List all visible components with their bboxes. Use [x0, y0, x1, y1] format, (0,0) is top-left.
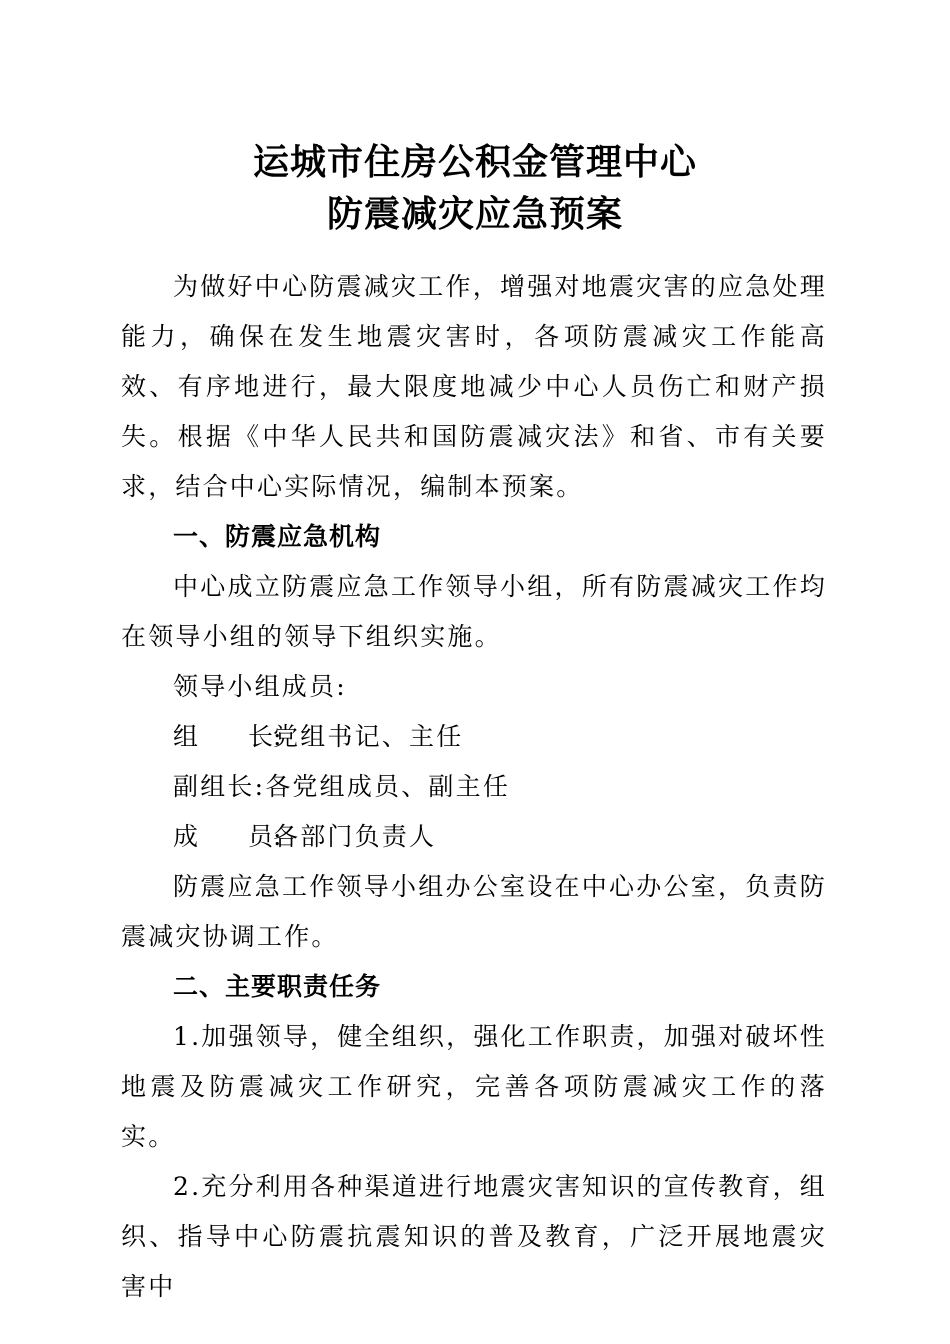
leader-value: 党组书记、主任: [273, 722, 464, 751]
intro-paragraph: 为做好中心防震减灾工作，增强对地震灾害的应急处理能力，确保在发生地震灾害时，各项防震减灾工作能高效、有序地进行，最大限度地减少中心人员伤亡和财产损失。根据《中华人民共和国防震减灾法》和省、市有关要求，结合中心实际情况，编制本预案。: [121, 272, 827, 501]
document-title-line1: 运城市住房公积金管理中心: [252, 141, 697, 183]
member-value: 各部门负责人: [273, 822, 437, 851]
document-body: [121, 262, 827, 1312]
section1-heading: 一、防震应急机构: [173, 522, 382, 551]
section1-paragraph: 中心成立防震应急工作领导小组，所有防震减灾工作均在领导小组的领导下组织实施。: [121, 572, 827, 651]
leader-label: 组 长:: [173, 722, 282, 751]
member-row: [121, 812, 827, 862]
office-paragraph: 防震应急工作领导小组办公室设在中心办公室，负责防震减灾协调工作。: [121, 872, 827, 951]
document-title-line2: 防震减灾应急预案: [326, 193, 623, 235]
deputy-label: 副组长:: [173, 772, 266, 801]
member-label: 成 员:: [173, 822, 282, 851]
members-intro: 领导小组成员:: [173, 672, 347, 701]
deputy-row: [121, 762, 827, 812]
leader-row: [121, 712, 827, 762]
deputy-value: 各党组成员、副主任: [265, 772, 511, 801]
section2-item1: 1.加强领导，健全组织，强化工作职责，加强对破坏性地震及防震减灾工作研究，完善各项防震减灾工作的落实。: [121, 1022, 827, 1151]
section2-heading: 二、主要职责任务: [173, 972, 382, 1001]
section2-item2: 2.充分利用各种渠道进行地震灾害知识的宣传教育，组织、指导中心防震抗震知识的普及教育，广泛开展地震灾害中: [121, 1172, 827, 1301]
